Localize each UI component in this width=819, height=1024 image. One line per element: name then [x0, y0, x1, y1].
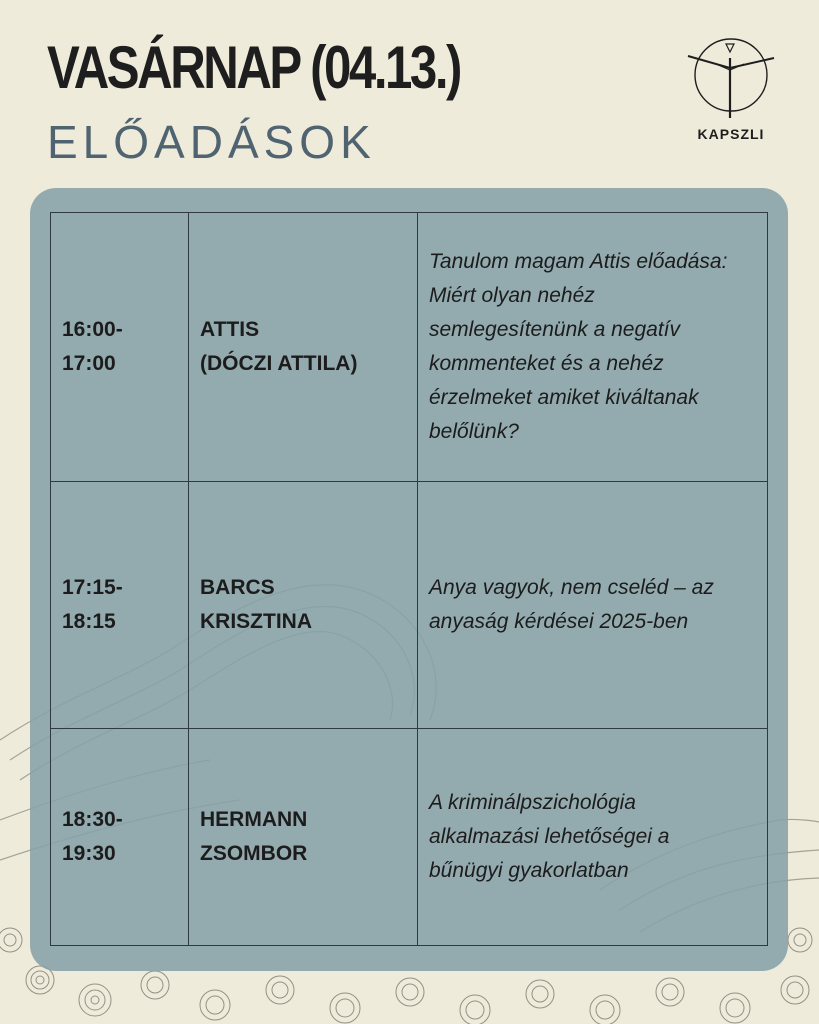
topic-text: Tanulom magam Attis előadása: Miért olyan nehéz semlegesítenünk a negatív kommenteket és a nehéz érzelmeket amiket kiváltanak belőlünk?	[429, 250, 728, 443]
topic-text: A kriminálpszichológia alkalmazási lehetőségei a bűnügyi gyakorlatban	[429, 791, 670, 882]
page-title: VASÁRNAP (04.13.)	[47, 34, 460, 101]
time-cell	[51, 213, 189, 482]
table-row	[51, 213, 768, 482]
speaker-cell	[189, 213, 418, 482]
time-text: 17:15- 18:15	[62, 576, 123, 633]
topic-text: Anya vagyok, nem cseléd – az anyaság kérdései 2025-ben	[429, 576, 714, 633]
topic-cell	[418, 729, 768, 946]
kapszli-logo	[686, 34, 776, 148]
time-cell	[51, 729, 189, 946]
schedule-table	[50, 212, 768, 946]
speaker-name: HERMANN ZSOMBOR	[200, 808, 308, 865]
time-text: 16:00- 17:00	[62, 318, 123, 375]
table-row	[51, 729, 768, 946]
time-text: 18:30- 19:30	[62, 808, 123, 865]
kapszli-logo-icon	[686, 34, 776, 124]
speaker-cell	[189, 729, 418, 946]
logo-text: KAPSZLI	[697, 126, 765, 142]
speaker-name: ATTIS (DÓCZI ATTILA)	[200, 318, 358, 375]
topic-cell	[418, 213, 768, 482]
page-subtitle: ELŐADÁSOK	[47, 116, 376, 168]
speaker-name: BARCS KRISZTINA	[200, 576, 312, 633]
time-cell	[51, 482, 189, 729]
topic-cell	[418, 482, 768, 729]
speaker-cell	[189, 482, 418, 729]
table-row	[51, 482, 768, 729]
